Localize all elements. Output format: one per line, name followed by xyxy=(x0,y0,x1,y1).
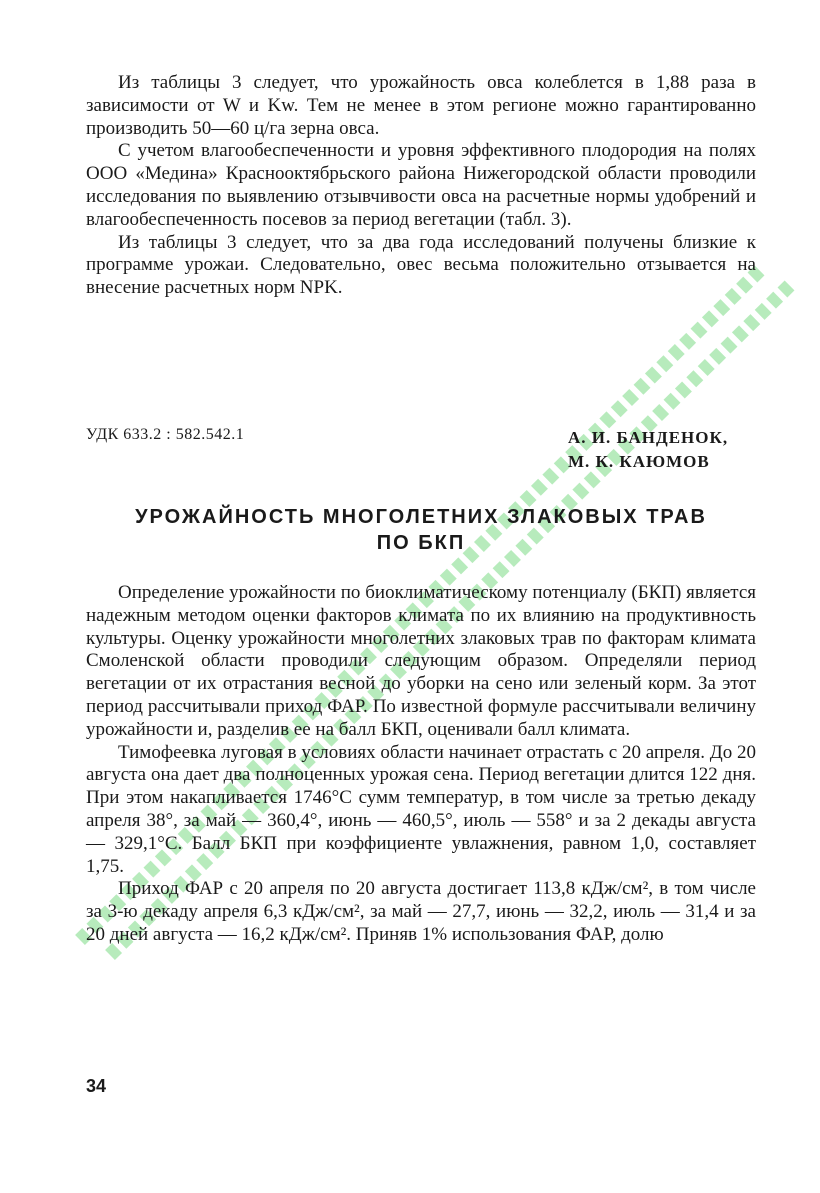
article-body xyxy=(86,582,756,947)
intro-paragraph-3: Из таблицы 3 следует, что за два года исследований получены близкие к программе урожаи. Следовательно, овес весьма положительно отзывается на внесение расчетных норм NPK. xyxy=(86,231,756,299)
article-title-line-1: УРОЖАЙНОСТЬ МНОГОЛЕТНИХ ЗЛАКОВЫХ ТРАВ xyxy=(135,506,707,528)
body-paragraph-2: Тимофеевка луговая в условиях области начинает отрастать с 20 апреля. До 20 августа она дает два полноценных урожая сена. Период вегетации длится 122 дня. При этом накапливается 1746°С сумм температур, в том числе за третью декаду апреля 38°, за май — 360,4°, июнь — 460,5°, июль — 558° и за 2 декады августа — 329,1°С. Балл БКП при коэффициенте увлажнения, равном 1,0, составляет 1,75. xyxy=(86,741,756,877)
authors xyxy=(568,426,728,474)
author-2: М. К. КАЮМОВ xyxy=(568,452,710,471)
intro-paragraph-1: Из таблицы 3 следует, что урожайность овса колеблется в 1,88 раза в зависимости от W и Kw. Тем не менее в этом регионе можно гарантированно производить 50—60 ц/га зерна овса. xyxy=(86,72,756,139)
article-title xyxy=(86,504,756,556)
intro-paragraph-2: С учетом влагообеспеченности и уровня эффективного плодородия на полях ООО «Медина» Краснооктябрьского района Нижегородской области проводили исследования по выявлению отзывчивости овса на расчетные нормы удобрений и влагообеспеченность посевов за период вегетации (табл. 3). xyxy=(86,140,756,230)
article-title-line-2: ПО БКП xyxy=(376,532,466,554)
intro-section xyxy=(86,72,756,300)
udk-code: УДК 633.2 : 582.542.1 xyxy=(86,426,245,443)
body-paragraph-1: Определение урожайности по биоклиматическому потенциалу (БКП) является надежным методом оценки факторов климата по их влиянию на продуктивность культуры. Оценку урожайности многолетних злаковых трав по факторам климата Смоленской области проводили следующим образом. Определяли период вегетации от их отрастания весной до уборки на сено или зеленый корм. За этот период рассчитывали приход ФАР. По известной формуле рассчитывали величину урожайности и, разделив ее на балл БКП, оценивали балл климата. xyxy=(86,582,756,740)
page-number: 34 xyxy=(86,1076,107,1096)
author-1: А. И. БАНДЕНОК, xyxy=(568,428,729,447)
body-paragraph-3: Приход ФАР с 20 апреля по 20 августа достигает 113,8 кДж/см², в том числе за 3-ю декаду апреля 6,3 кДж/см², за май — 27,7, июнь — 32,2, июль — 31,4 и за 20 дней августа — 16,2 кДж/см². Приняв 1% использования ФАР, долю xyxy=(86,878,756,945)
